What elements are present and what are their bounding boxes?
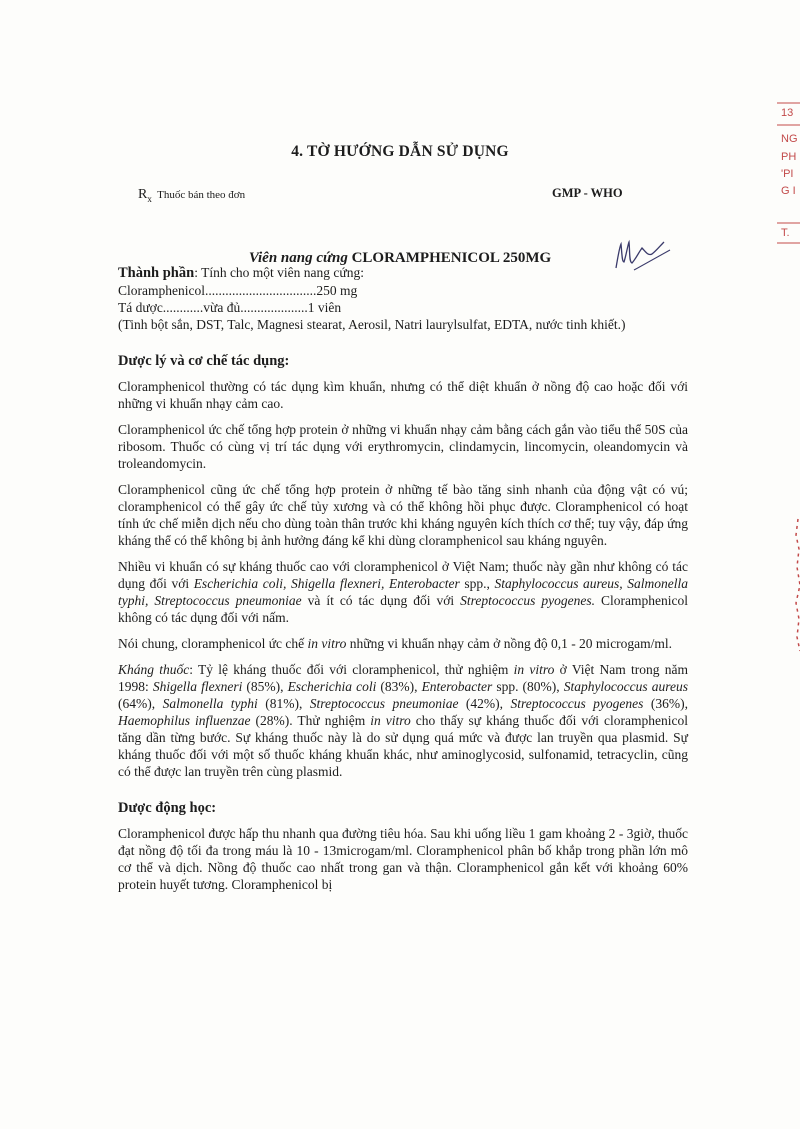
seal-fragment: [788, 515, 800, 655]
rx-label: [138, 186, 245, 204]
prescription-note: Thuốc bán theo đơn: [157, 189, 246, 201]
gmp-label: GMP - WHO: [552, 186, 623, 200]
stamp-text: 'PI: [781, 168, 794, 180]
pharmacokinetics-title: Dược động học:: [118, 800, 217, 816]
pharmacology-title: Dược lý và cơ chế tác dụng:: [118, 353, 290, 369]
composition-line: Cloramphenicol.................................250 mg: [118, 283, 358, 298]
stamp-fragment: [775, 95, 800, 245]
pharmacology-paragraph: Cloramphenicol thường có tác dụng kìm khuẩn, nhưng có thể diệt khuẩn ở nồng độ cao hoặc đối với những vi khuẩn nhạy cảm cao.: [118, 379, 688, 411]
pharmacokinetics-paragraph: Cloramphenicol được hấp thu nhanh qua đường tiêu hóa. Sau khi uống liều 1 gam khoảng 2 - 3giờ, thuốc đạt nồng độ tối đa trong máu là 10 - 13microgam/ml. Cloramphenicol phân bố khắp trong phần lớn mô cơ thể và dịch. Nồng độ thuốc cao nhất trong gan và thận. Cloramphenicol gắn kết với khoảng 60% protein huyết tương. Cloramphenicol bị: [118, 826, 688, 892]
resistance-paragraph: Kháng thuốc: Tỷ lệ kháng thuốc đối với cloramphenicol, thử nghiệm in vitro ở Việt Nam trong năm 1998: Shigella flexneri (85%), Escherichia coli (83%), Enterobacter spp. (80%), Staphylococcus aureus (64%), Salmonella typhi (81%), Streptococcus pneumoniae (42%), Streptococcus pyogenes (36%), Haemophilus influenzae (28%). Thử nghiệm in vitro cho thấy sự kháng thuốc đối với cloramphenicol tăng dần từng bước. Sự kháng thuốc này là do sử dụng quá mức và được lan truyền qua plasmid. Sự kháng thuốc đối với một số thuốc kháng khuẩn khác, như aminoglycosid, sulfonamid, tetracyclin, cũng có thể được lan truyền trên cùng plasmid.: [118, 662, 689, 779]
stamp-text: NG: [781, 133, 798, 145]
stamp-text: G I: [781, 185, 796, 197]
composition-title: Thành phần: [118, 265, 195, 281]
stamp-text: 13: [781, 107, 794, 119]
pharmacology-paragraph: Nói chung, cloramphenicol ức chế in vitro những vi khuẩn nhạy cảm ở nồng độ 0,1 - 20 microgam/ml.: [118, 636, 673, 651]
product-name: CLORAMPHENICOL 250MG: [351, 250, 552, 266]
rx-symbol: $R_x$: [138, 187, 152, 204]
stamp-text: T.: [781, 227, 790, 239]
stamp-text: PH: [781, 151, 797, 163]
pharmacology-paragraph: Cloramphenicol ức chế tổng hợp protein ở những vi khuẩn nhạy cảm bằng cách gắn vào tiểu thể 50S của ribosom. Thuốc có cùng vị trí tác dụng với erythromycin, clindamycin, lincomycin, oleandomycin và troleandomycin.: [118, 422, 688, 471]
page-heading: 4. TỜ HƯỚNG DẪN SỬ DỤNG: [291, 143, 509, 160]
composition-intro: Thành phần: Tính cho một viên nang cứng:: [118, 265, 364, 281]
composition-line: Tá dược............vừa đủ....................1 viên: [118, 300, 342, 315]
product-form: Viên nang cứng: [248, 250, 348, 266]
pharmacology-paragraph: Nhiều vi khuẩn có sự kháng thuốc cao với cloramphenicol ở Việt Nam; thuốc này gần như không có tác dụng đối với Escherichia coli, Shigella flexneri, Enterobacter spp., Staphylococcus aureus, Salmonella typhi, Streptococcus pneumoniae và ít có tác dụng đối với Streptococcus pyogenes. Cloramphenicol không có tác dụng đối với nấm.: [118, 559, 689, 625]
leaflet-body: [118, 264, 688, 902]
pharmacology-paragraph: Cloramphenicol cũng ức chế tổng hợp protein ở những tế bào tăng sinh nhanh của động vật có vú; cloramphenicol có thể gây ức chế tủy xương và có thể không hồi phục được. Cloramphenicol có hoạt tính ức chế miễn dịch nếu cho dùng toàn thân trước khi kháng nguyên kích thích cơ thể; tuy vậy, đáp ứng kháng thể có thể không bị ảnh hưởng đáng kể khi dùng cloramphenicol sau kháng nguyên.: [118, 482, 688, 548]
excipients-list: (Tinh bột sắn, DST, Talc, Magnesi stearat, Aerosil, Natri laurylsulfat, EDTA, nước tinh khiết.): [118, 317, 626, 332]
